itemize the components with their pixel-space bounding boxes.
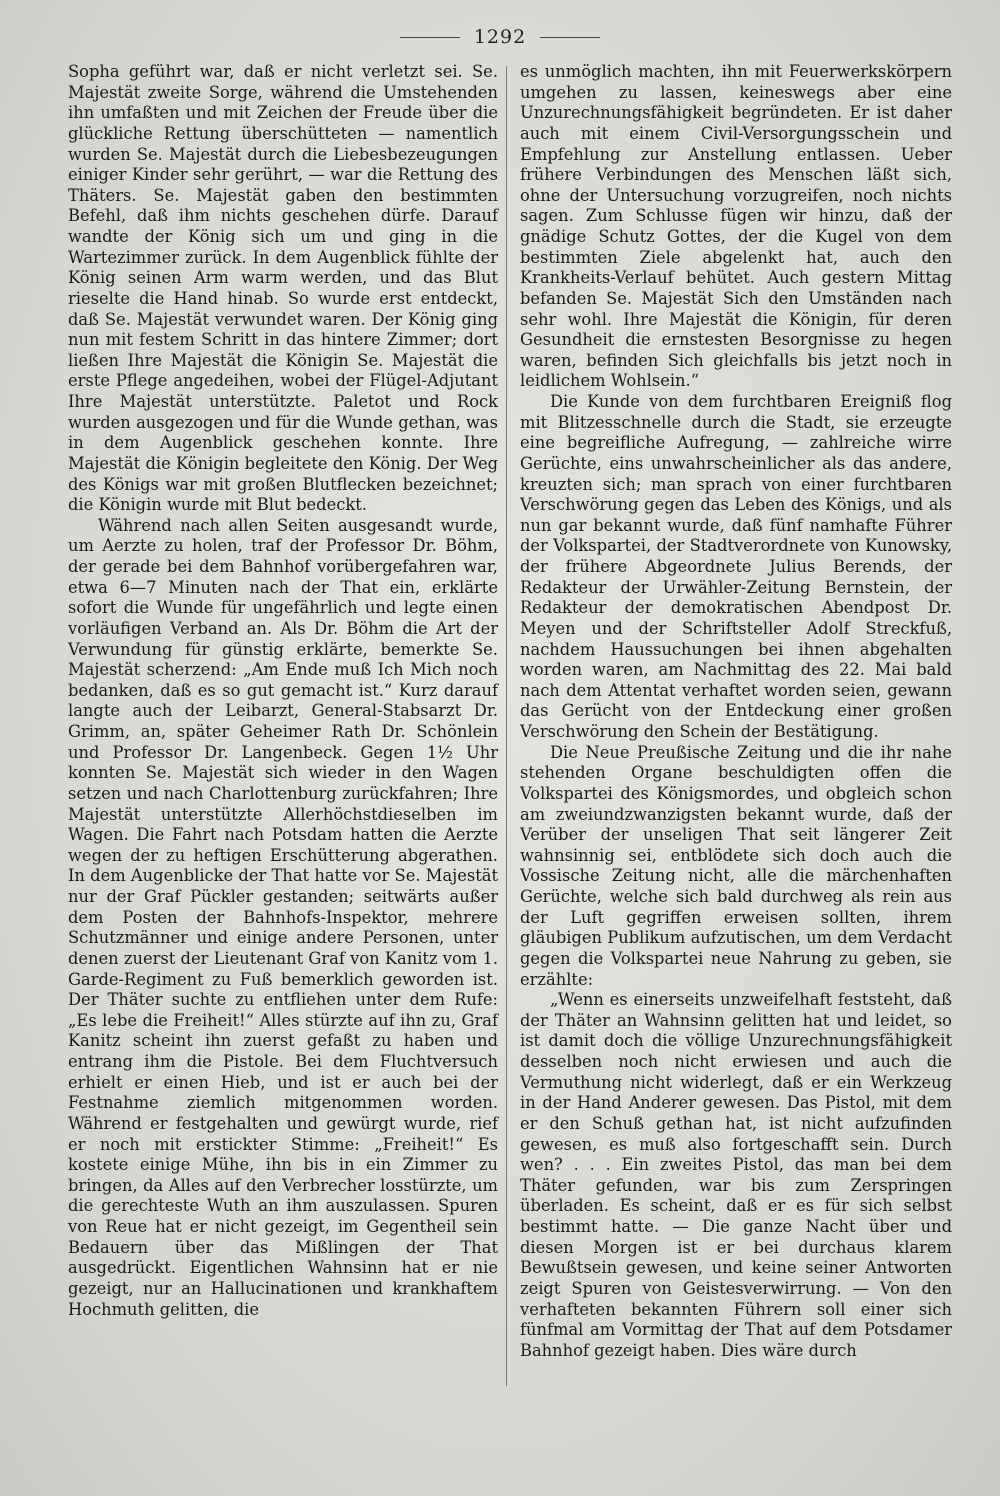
right-column	[520, 62, 952, 1361]
right-paragraph-2: Die Kunde von dem furchtbaren Ereigniß flog mit Blitzesschnelle durch die Stadt, sie erzeugte eine begreifliche Aufregung, — zahlreiche wirre Gerüchte, eins unwahrscheinlicher als das andere, kreuzten sich; man sprach von einer furchtbaren Verschwörung gegen das Leben des Königs, und als nun gar bekannt wurde, daß fünf namhafte Führer der Volkspartei, der Stadtverordnete von Kunowsky, der frühere Abgeordnete Julius Berends, der Redakteur der Urwähler-Zeitung Bernstein, der Redakteur der demokratischen Abendpost Dr. Meyen und der Schriftsteller Adolf Streckfuß, nachdem Haussuchungen bei ihnen abgehalten worden waren, am Nachmittag des 22. Mai bald nach dem Attentat verhaftet worden seien, gewann das Gerücht von der Entdeckung einer großen Verschwörung den Schein der Bestätigung.	[520, 392, 952, 741]
right-paragraph-1: es unmöglich machten, ihn mit Feuerwerkskörpern umgehen zu lassen, keineswegs aber eine Unzurechnungsfähigkeit begründeten. Er ist daher auch mit einem Civil-Versorgungsschein und Empfehlung zur Anstellung entlassen. Ueber frühere Verbindungen des Menschen läßt sich, ohne der Untersuchung vorzugreifen, noch nichts sagen. Zum Schlusse fügen wir hinzu, daß der gnädige Schutz Gottes, der die Kugel von dem bestimmten Ziele abgelenkt hat, auch den Krankheits-Verlauf behütet. Auch gestern Mittag befanden Se. Majestät Sich den Umständen nach sehr wohl. Ihre Majestät die Königin, für deren Gesundheit die ernstesten Besorgnisse zu hegen waren, befinden Sich gleichfalls bis jetzt noch in leidlichem Wohlsein.“	[520, 62, 952, 391]
right-paragraph-4: „Wenn es einerseits unzweifelhaft feststeht, daß der Thäter an Wahnsinn gelitten hat und leidet, so ist damit doch die völlige Unzurechnungsfähigkeit desselben noch nicht erwiesen und auch die Vermuthung nicht widerlegt, daß er ein Werkzeug in der Hand Anderer gewesen. Das Pistol, mit dem er den Schuß gethan hat, ist nicht aufzufinden gewesen, es muß also fortgeschafft sein. Durch wen? . . . Ein zweites Pistol, das man bei dem Thäter gefunden, war bis zum Zerspringen überladen. Es scheint, daß er es für sich selbst bestimmt hatte. — Die ganze Nacht über und diesen Morgen ist er bei durchaus klarem Bewußtsein gewesen, und keine seiner Antworten zeigt Spuren von Geistesverwirrung. — Von den verhafteten bekannten Führern soll einer sich fünfmal am Vormittag der That auf dem Potsdamer Bahnhof gezeigt haben. Dies wäre durch	[520, 990, 952, 1360]
page-header	[0, 22, 1000, 52]
left-column	[68, 62, 498, 1320]
page-number: 1292	[473, 26, 527, 48]
column-divider	[506, 66, 507, 1386]
left-paragraph-1: Sopha geführt war, daß er nicht verletzt sei. Se. Majestät zweite Sorge, während die Umstehenden ihn umfaßten und mit Zeichen der Freude über die glückliche Rettung überschütteten — namentlich wurden Se. Majestät durch die Liebesbezeugungen einiger Kinder sehr gerührt, — war die Rettung des Thäters. Se. Majestät gaben den bestimmten Befehl, daß ihm nichts geschehen dürfe. Darauf wandte der König sich um und ging in die Wartezimmer zurück. In dem Augenblick fühlte der König seinen Arm warm werden, und das Blut rieselte die Hand hinab. So wurde erst entdeckt, daß Se. Majestät verwundet waren. Der König ging nun mit festem Schritt in das hintere Zimmer; dort ließen Ihre Majestät die Königin Se. Majestät die erste Pflege angedeihen, wobei der Flügel-Adjutant Ihre Majestät unterstützte. Paletot und Rock wurden ausgezogen und für die Wunde gethan, was in dem Augenblick geschehen konnte. Ihre Majestät die Königin begleitete den König. Der Weg des Königs war mit großen Blutflecken bezeichnet; die Königin wurde mit Blut bedeckt.	[68, 62, 498, 515]
header-rule-right	[540, 37, 600, 38]
right-paragraph-3: Die Neue Preußische Zeitung und die ihr nahe stehenden Organe beschuldigten offen die Volkspartei des Königsmordes, und obgleich schon am zweiundzwanzigsten bekannt wurde, daß der Verüber der unseligen That seit längerer Zeit wahnsinnig sei, entblödete sich doch auch die Vossische Zeitung nicht, alle die märchenhaften Gerüchte, welche sich bald durchweg als rein aus der Luft gegriffen erweisen sollten, ihrem gläubigen Publikum aufzutischen, um dem Verdacht gegen die Volkspartei neue Nahrung zu geben, sie erzählte:	[520, 742, 952, 989]
header-rule-left	[400, 37, 460, 38]
left-paragraph-2: Während nach allen Seiten ausgesandt wurde, um Aerzte zu holen, traf der Professor Dr. Böhm, der gerade bei dem Bahnhof vorübergefahren war, etwa 6—7 Minuten nach der That ein, erklärte sofort die Wunde für ungefährlich und legte einen vorläufigen Verband an. Als Dr. Böhm die Art der Verwundung für günstig erklärte, bemerkte Se. Majestät scherzend: „Am Ende muß Ich Mich noch bedanken, daß es so gut gemacht ist.“ Kurz darauf langte auch der Leibarzt, General-Stabsarzt Dr. Grimm, an, später Geheimer Rath Dr. Schönlein und Professor Dr. Langenbeck. Gegen 1½ Uhr konnten Se. Majestät sich wieder in den Wagen setzen und nach Charlottenburg zurückfahren; Ihre Majestät unterstützte Allerhöchstdieselben im Wagen. Die Fahrt nach Potsdam hatten die Aerzte wegen der zu heftigen Erschütterung abgerathen. In dem Augenblicke der That hatte vor Se. Majestät nur der Graf Pückler gestanden; seitwärts außer dem Posten der Bahnhofs-Inspektor, mehrere Schutzmänner und einige andere Personen, unter denen zuerst der Lieutenant Graf von Kanitz vom 1. Garde-Regiment zu Fuß bemerklich geworden ist. Der Thäter suchte zu entfliehen unter dem Rufe: „Es lebe die Freiheit!“ Alles stürzte auf ihn zu, Graf Kanitz scheint ihn zuerst gefaßt zu haben und entrang ihm die Pistole. Bei dem Fluchtversuch erhielt er einen Hieb, und ist er auch bei der Festnahme ziemlich mitgenommen worden. Während er festgehalten und gewürgt wurde, rief er noch mit erstickter Stimme: „Freiheit!“ Es kostete einige Mühe, ihn bis in ein Zimmer zu bringen, da Alles auf den Verbrecher losstürzte, um die gerechteste Wuth an ihm auszulassen. Spuren von Reue hat er nicht gezeigt, im Gegentheil sein Bedauern über das Mißlingen der That ausgedrückt. Eigentlichen Wahnsinn hat er nie gezeigt, nur an Hallucinationen und krankhaftem Hochmuth gelitten, die	[68, 515, 498, 1319]
